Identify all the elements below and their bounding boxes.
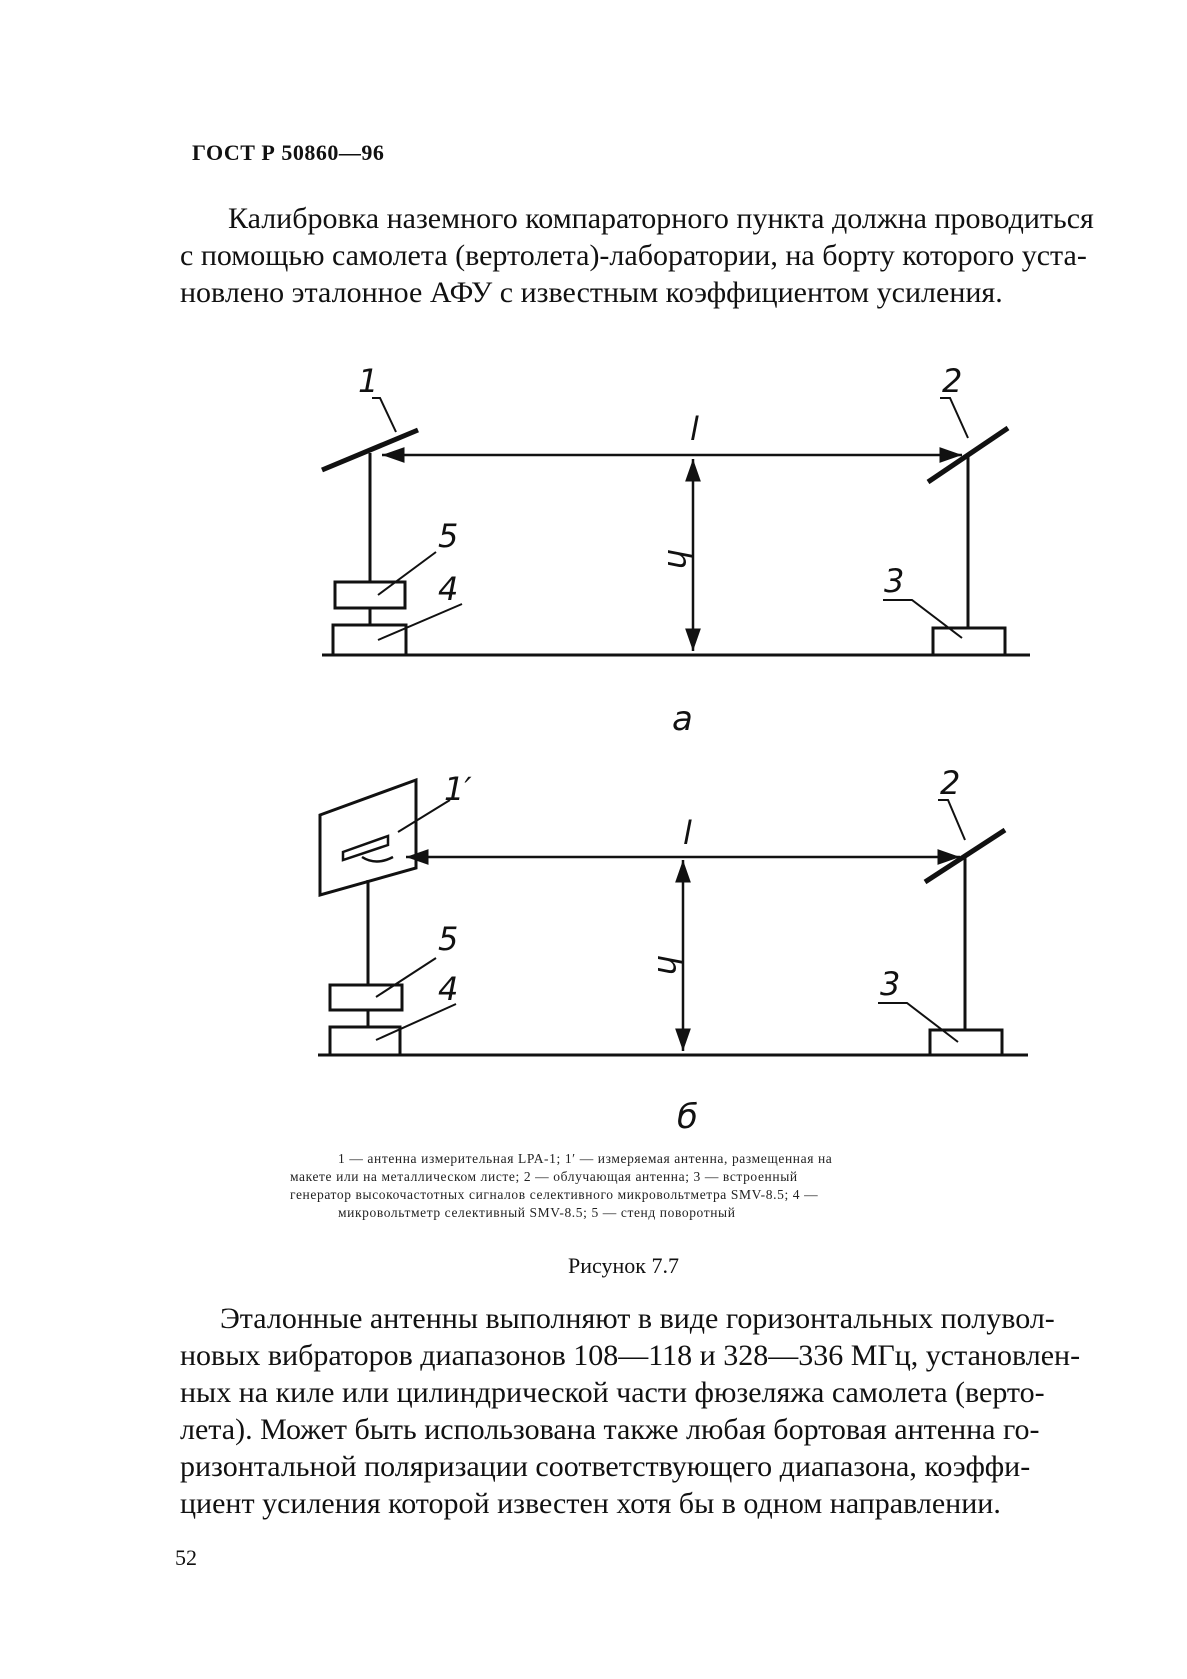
leader-3-b	[878, 1003, 958, 1042]
body-paragraph	[180, 1300, 1120, 1522]
leader-5-b	[376, 958, 436, 997]
microvoltmeter-4-a	[333, 625, 406, 655]
microvoltmeter-4-b	[330, 1027, 400, 1055]
legend-line: 1 — антенна измерительная LPA-1; 1′ — измеряемая антенна, размещенная на	[338, 1151, 833, 1166]
intro-line: Калибровка наземного компараторного пункта должна проводиться	[228, 202, 1094, 235]
body-line: циент усиления которой известен хотя бы в одном направлении.	[180, 1487, 1001, 1520]
leader-2-a	[940, 398, 968, 438]
label-3-a: 3	[884, 562, 905, 600]
label-2-a: 2	[942, 362, 963, 400]
figure-legend	[290, 1150, 990, 1222]
label-h-b: h	[650, 955, 688, 976]
label-5-a: 5	[438, 517, 459, 555]
generator-3-a	[933, 628, 1005, 655]
caption-a: а	[672, 699, 693, 739]
label-h-a: h	[660, 549, 698, 570]
standard-header: ГОСТ Р 50860—96	[192, 140, 385, 165]
body-line: ризонтальной поляризации соответствующего диапазона, коэффи-	[180, 1450, 1031, 1483]
leader-1-a	[372, 398, 396, 432]
generator-3-b	[930, 1030, 1002, 1055]
label-5-b: 5	[438, 920, 459, 958]
body-line: Эталонные антенны выполняют в виде горизонтальных полувол-	[220, 1302, 1055, 1335]
stand-5-a	[335, 582, 405, 608]
panel-b	[318, 780, 1028, 1055]
legend-line: микровольтметр селективный SMV-8.5; 5 — стенд поворотный	[338, 1205, 736, 1220]
label-4-b: 4	[438, 970, 459, 1008]
label-3-b: 3	[880, 965, 901, 1003]
leader-1prime-b	[398, 800, 450, 832]
leader-2-b	[938, 800, 965, 840]
figure-caption: Рисунок 7.7	[568, 1253, 679, 1278]
label-1prime-b: 1′	[444, 770, 472, 808]
legend-line: генератор высокочастотных сигналов селективного микровольтметра SMV-8.5; 4 —	[290, 1187, 819, 1202]
measured-antenna-1prime	[343, 836, 388, 860]
label-4-a: 4	[438, 570, 459, 608]
mockup-sheet-1prime	[320, 780, 416, 895]
leader-3-a	[883, 600, 962, 638]
legend-line: макете или на металлическом листе; 2 — облучающая антенна; 3 — встроенный	[290, 1169, 798, 1184]
body-line: новых вибраторов диапазонов 108—118 и 328—336 МГц, установлен-	[180, 1339, 1081, 1372]
label-l-a: l	[690, 410, 699, 448]
stand-5-b	[330, 985, 402, 1010]
label-2-b: 2	[940, 764, 961, 802]
caption-b: б	[677, 1097, 698, 1137]
panel-a	[322, 398, 1030, 655]
intro-line: с помощью самолета (вертолета)-лаборатории, на борту которого уста-	[180, 239, 1087, 272]
body-line: лета). Может быть использована также любая бортовая антенна го-	[180, 1413, 1040, 1446]
page-number: 52	[175, 1545, 197, 1570]
leader-5-a	[378, 552, 436, 595]
body-line: ных на киле или цилиндрической части фюзеляжа самолета (верто-	[180, 1376, 1045, 1409]
label-1-a: 1	[358, 362, 379, 400]
intro-line: новлено эталонное АФУ с известным коэффициентом усиления.	[180, 276, 1003, 309]
label-l-b: l	[683, 814, 692, 852]
